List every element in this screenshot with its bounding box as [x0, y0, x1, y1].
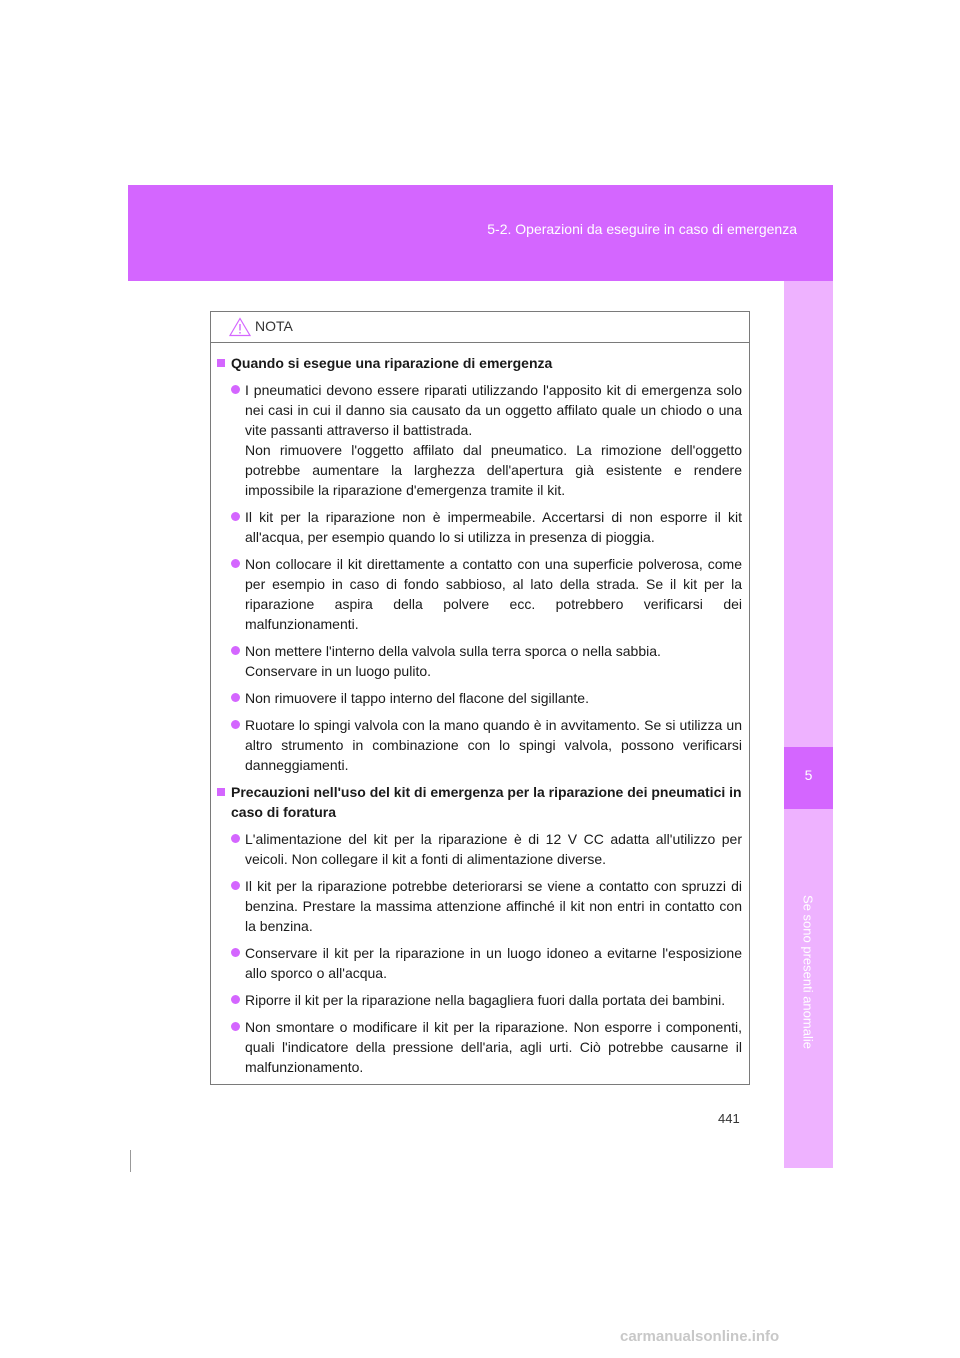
bullet-paragraph: Ruotare lo spingi valvola con la mano quando è in avvitamento. Se si utilizza un altro strumento in combinazione con lo spingi valvola, possono verificarsi danneggiamenti.	[245, 717, 742, 773]
chapter-side-tab	[784, 281, 833, 1168]
notice-body	[211, 343, 749, 1077]
bullet-text	[245, 554, 742, 634]
crop-mark	[130, 1150, 131, 1172]
bullet-text	[245, 829, 742, 869]
bullet-text	[245, 1017, 742, 1077]
notice-bullet	[217, 688, 742, 708]
round-bullet-icon	[231, 693, 240, 702]
bullet-paragraph: Non mettere l'interno della valvola sulla terra sporca o nella sabbia.	[245, 643, 661, 659]
bullet-paragraph: Non rimuovere il tappo interno del flacone del sigillante.	[245, 690, 589, 706]
notice-bullet	[217, 554, 742, 634]
notice-label: NOTA	[255, 318, 293, 334]
notice-bullet	[217, 507, 742, 547]
notice-bullet	[217, 1017, 742, 1077]
notice-bullet	[217, 641, 742, 681]
square-bullet-icon	[217, 788, 225, 796]
bullet-text	[245, 507, 742, 547]
bullet-paragraph: Conservare il kit per la riparazione in un luogo idoneo a evitarne l'esposizione allo sporco o all'acqua.	[245, 945, 742, 981]
bullet-paragraph: Riporre il kit per la riparazione nella bagagliera fuori dalla portata dei bambini.	[245, 992, 726, 1008]
bullet-paragraph: Il kit per la riparazione potrebbe deteriorarsi se viene a contatto con spruzzi di benzina. Prestare la massima attenzione affinché il kit non entri in contatto con la benzina.	[245, 878, 742, 934]
chapter-label	[796, 829, 820, 1114]
notice-bullet	[217, 943, 742, 983]
round-bullet-icon	[231, 512, 240, 521]
section-title-text: Quando si esegue una riparazione di emergenza	[231, 355, 553, 371]
round-bullet-icon	[231, 834, 240, 843]
notice-bullet	[217, 715, 742, 775]
bullet-paragraph: Il kit per la riparazione non è impermeabile. Accertarsi di non esporre il kit all'acqua, per esempio quando lo si utilizza in presenza di pioggia.	[245, 509, 742, 545]
section-title: 5-2. Operazioni da eseguire in caso di emergenza	[487, 221, 797, 237]
round-bullet-icon	[231, 995, 240, 1004]
notice-bullet	[217, 990, 742, 1010]
notice-box	[210, 311, 750, 1085]
bullet-text	[245, 876, 742, 936]
round-bullet-icon	[231, 1022, 240, 1031]
bullet-text	[245, 990, 742, 1010]
round-bullet-icon	[231, 559, 240, 568]
round-bullet-icon	[231, 385, 240, 394]
bullet-paragraph: Non collocare il kit direttamente a contatto con una superficie polverosa, come per esempio in caso di fondo sabbioso, al lato della strada. Se il kit per la riparazione aspira della polvere ecc. potrebbero verificarsi dei malfunzionamenti.	[245, 556, 742, 632]
notice-section-title	[217, 353, 742, 373]
bullet-paragraph: Non rimuovere l'oggetto affilato dal pneumatico. La rimozione dell'oggetto potrebbe aumentare la larghezza dell'apertura già esistente e rendere impossibile la riparazione d'emergenza tramite il kit.	[245, 442, 742, 498]
bullet-text	[245, 943, 742, 983]
bullet-paragraph: L'alimentazione del kit per la riparazione è di 12 V CC adatta all'utilizzo per veicoli. Non collegare il kit a fonti di alimentazione diverse.	[245, 831, 742, 867]
bullet-text	[245, 715, 742, 775]
notice-header	[211, 312, 749, 343]
chapter-label-text: Se sono presenti anomalie	[800, 894, 816, 1049]
round-bullet-icon	[231, 646, 240, 655]
round-bullet-icon	[231, 720, 240, 729]
round-bullet-icon	[231, 948, 240, 957]
round-bullet-icon	[231, 881, 240, 890]
section-title-text: Precauzioni nell'uso del kit di emergenza per la riparazione dei pneumatici in caso di foratura	[231, 784, 742, 820]
notice-bullet	[217, 380, 742, 500]
bullet-text	[245, 380, 742, 500]
bullet-paragraph: I pneumatici devono essere riparati utilizzando l'apposito kit di emergenza solo nei casi in cui il danno sia causato da un oggetto affilato quale un chiodo o una vite passanti attraverso il battistrada.	[245, 382, 742, 438]
header-band	[128, 185, 833, 281]
bullet-text	[245, 688, 742, 708]
page-number: 441	[718, 1111, 740, 1126]
bullet-text	[245, 641, 742, 681]
watermark: carmanualsonline.info	[620, 1328, 780, 1345]
bullet-paragraph: Non smontare o modificare il kit per la riparazione. Non esporre i componenti, quali l'indicatore della pressione dell'aria, agli urti. Ciò potrebbe causarne il malfunzionamento.	[245, 1019, 742, 1075]
notice-section-title	[217, 782, 742, 822]
notice-bullet	[217, 876, 742, 936]
chapter-number: 5	[804, 767, 813, 783]
bullet-paragraph: Conservare in un luogo pulito.	[245, 663, 432, 679]
square-bullet-icon	[217, 359, 225, 367]
notice-bullet	[217, 829, 742, 869]
warning-triangle-icon	[229, 317, 251, 337]
chapter-number-block	[784, 747, 833, 809]
